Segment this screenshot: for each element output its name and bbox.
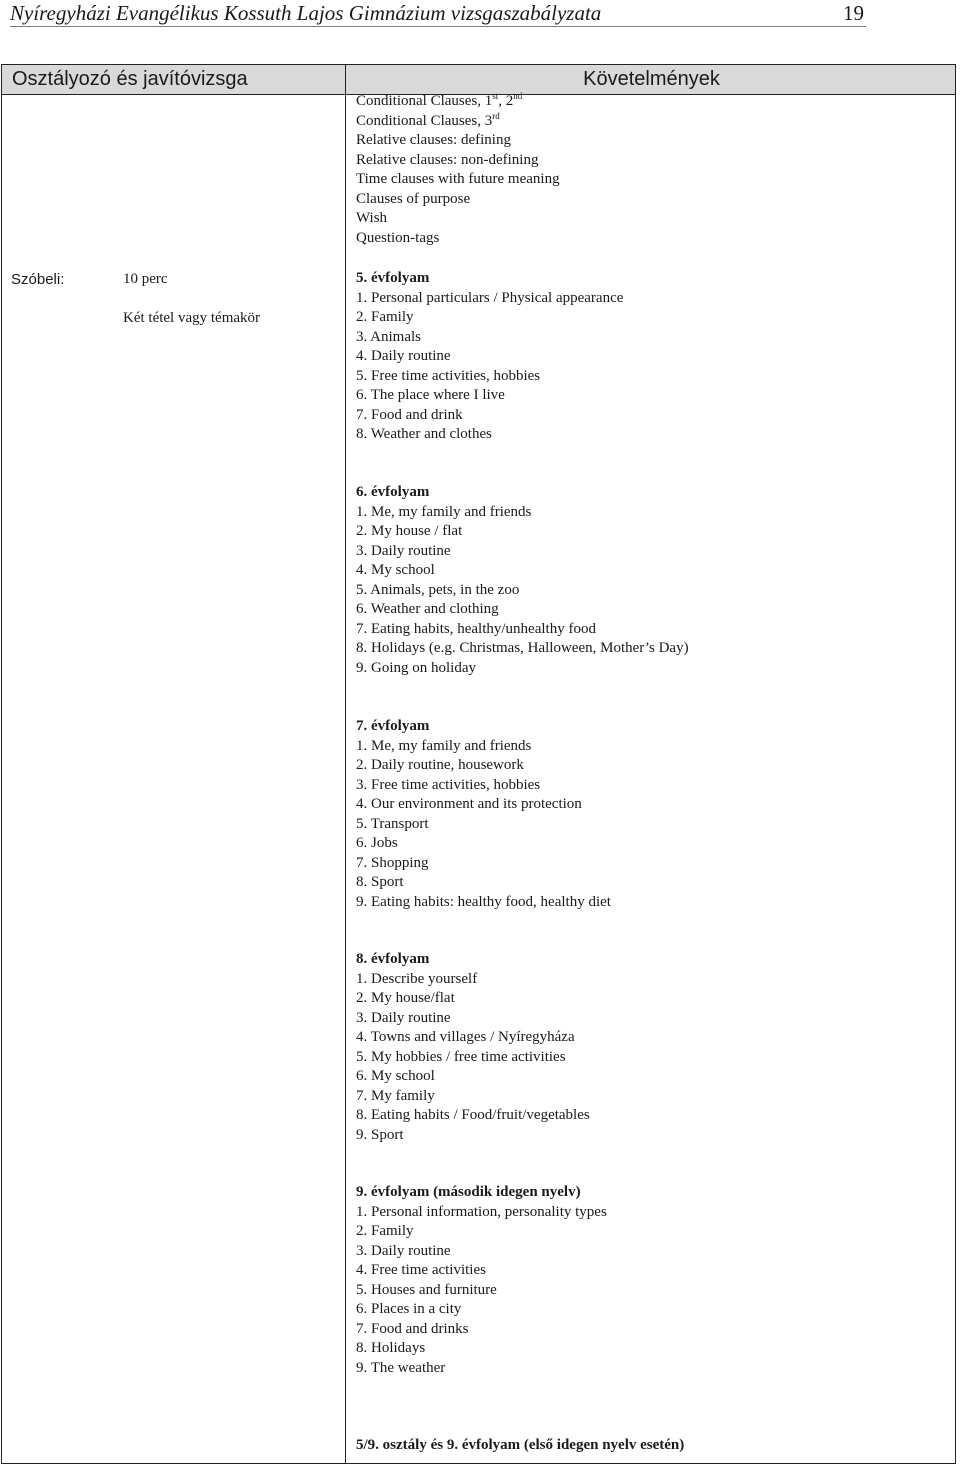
list-item: 5. Free time activities, hobbies	[356, 367, 541, 384]
list-item: 7. Food and drink	[356, 406, 463, 423]
list-item: 8. Eating habits / Food/fruit/vegetables	[356, 1107, 590, 1123]
list-item: 5. Houses and furniture	[356, 1281, 497, 1298]
list-item: 4. Our environment and its protection	[356, 796, 582, 812]
page-header	[10, 0, 866, 27]
list-item: 6. My school	[356, 1068, 435, 1084]
list-item: 9. Eating habits: healthy food, healthy diet	[356, 893, 611, 910]
list-item: 1. Describe yourself	[356, 970, 478, 987]
list-item: 9. Going on holiday	[356, 659, 476, 676]
list-item: 3. Daily routine	[356, 1009, 451, 1026]
list-item: 5. Animals, pets, in the zoo	[356, 581, 520, 598]
list-item: Time clauses with future meaning	[356, 171, 560, 187]
grade-7-topics	[356, 717, 946, 912]
grammar-list	[356, 92, 946, 248]
list-item: 6. Places in a city	[356, 1301, 462, 1317]
list-item: 3. Free time activities, hobbies	[356, 776, 541, 793]
grade-heading: 8. évfolyam	[356, 951, 430, 967]
column-header-requirements: Követelmények	[583, 68, 720, 90]
list-item: 2. Daily routine, housework	[356, 757, 524, 773]
grade-heading: 6. évfolyam	[356, 484, 430, 500]
first-language-section	[356, 1436, 946, 1456]
list-item: 2. Family	[356, 1223, 414, 1239]
grade-heading: 7. évfolyam	[356, 718, 430, 734]
grade-heading: 5. évfolyam	[356, 270, 430, 286]
list-item: 5. My hobbies / free time activities	[356, 1048, 566, 1065]
list-item: 3. Daily routine	[356, 542, 451, 559]
oral-duration: 10 perc	[123, 271, 168, 287]
oral-label: Szóbeli:	[11, 271, 65, 288]
list-item: 7. Food and drinks	[356, 1320, 469, 1337]
list-item: Relative clauses: defining	[356, 132, 511, 148]
list-item: 7. Shopping	[356, 854, 429, 871]
list-item: 8. Weather and clothes	[356, 426, 492, 442]
list-item: 1. Me, my family and friends	[356, 503, 532, 520]
document-title: Nyíregyházi Evangélikus Kossuth Lajos Gimnázium vizsgaszabályzata	[10, 1, 602, 25]
list-item: 7. Eating habits, healthy/unhealthy food	[356, 620, 596, 637]
list-item: 1. Me, my family and friends	[356, 737, 532, 754]
grade-heading: 9. évfolyam (második idegen nyelv)	[356, 1184, 581, 1200]
list-item: 3. Daily routine	[356, 1242, 451, 1259]
list-item: 1. Personal information, personality types	[356, 1203, 607, 1220]
list-item: 4. My school	[356, 562, 435, 578]
column-divider	[345, 65, 346, 1463]
list-item: 6. The place where I live	[356, 387, 505, 403]
list-item: 1. Personal particulars / Physical appearance	[356, 289, 624, 306]
list-item: 3. Animals	[356, 328, 422, 345]
list-item: 7. My family	[356, 1087, 435, 1104]
table-header-row	[2, 65, 955, 95]
grade-6-topics	[356, 483, 946, 678]
list-item: 4. Free time activities	[356, 1262, 486, 1278]
list-item: Conditional Clauses, 3rd	[356, 110, 500, 129]
list-item: 5. Transport	[356, 815, 429, 832]
oral-format: Két tétel vagy témakör	[123, 310, 261, 326]
list-item: 2. My house / flat	[356, 523, 463, 539]
list-item: 6. Jobs	[356, 835, 398, 851]
list-item: 9. Sport	[356, 1126, 404, 1143]
list-item: 4. Daily routine	[356, 348, 451, 364]
list-item: 6. Weather and clothing	[356, 601, 499, 617]
list-item: Conditional Clauses, 1st, 2nd	[356, 91, 523, 109]
list-item: 4. Towns and villages / Nyíregyháza	[356, 1029, 575, 1045]
list-item: 2. My house/flat	[356, 990, 455, 1006]
list-item: Question-tags	[356, 229, 440, 246]
grade-8-topics	[356, 950, 946, 1145]
list-item: 9. The weather	[356, 1359, 446, 1376]
grade-9-topics	[356, 1183, 946, 1378]
column-header-exam: Osztályozó és javítóvizsga	[12, 68, 248, 90]
list-item: 8. Sport	[356, 874, 404, 890]
list-item: 2. Family	[356, 309, 414, 325]
grade-5-topics	[356, 269, 946, 445]
list-item: Relative clauses: non-defining	[356, 151, 539, 168]
section-heading: 5/9. osztály és 9. évfolyam (első idegen nyelv esetén)	[356, 1437, 685, 1453]
list-item: 8. Holidays	[356, 1340, 426, 1356]
page-number: 19	[843, 1, 864, 25]
list-item: 8. Holidays (e.g. Christmas, Halloween, Mother’s Day)	[356, 640, 689, 656]
list-item: Clauses of purpose	[356, 190, 471, 207]
list-item: Wish	[356, 210, 388, 226]
